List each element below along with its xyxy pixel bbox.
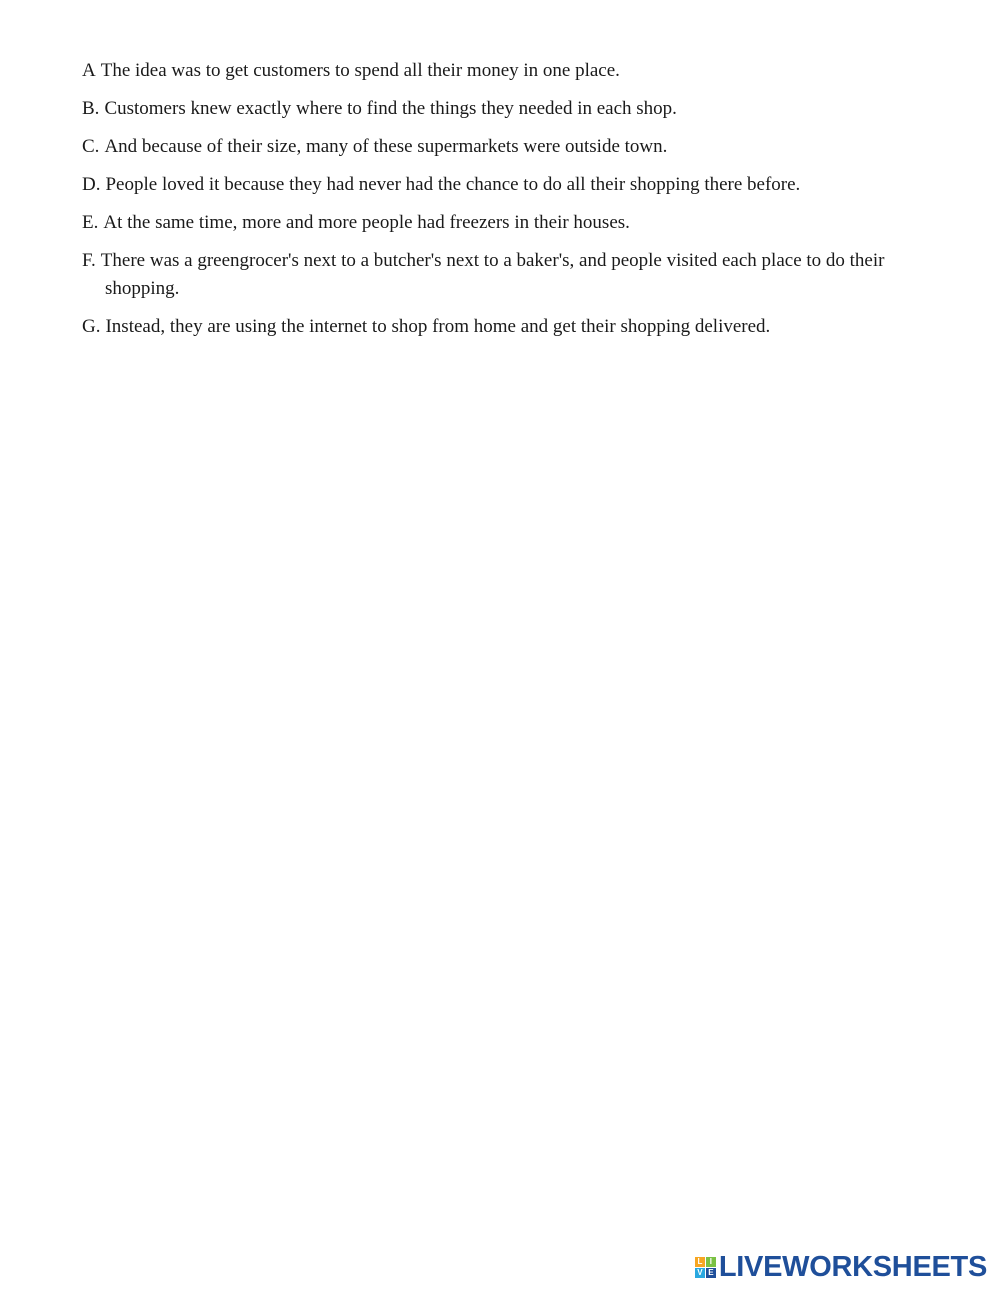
sentence-letter: E. xyxy=(82,212,99,233)
sentence-e xyxy=(82,209,952,237)
sentence-f xyxy=(82,247,952,303)
sentence-text: Instead, they are using the internet to shop from home and get their shopping delivered. xyxy=(105,316,771,337)
sentence-letter: C. xyxy=(82,136,100,157)
logo-cell-l: L xyxy=(695,1257,705,1267)
sentence-text: At the same time, more and more people had freezers in their houses. xyxy=(103,212,630,233)
sentence-d xyxy=(82,171,952,199)
sentence-letter: D. xyxy=(82,174,101,195)
sentence-text: The idea was to get customers to spend all their money in one place. xyxy=(100,60,620,81)
sentence-list xyxy=(82,57,952,351)
sentence-letter: F. xyxy=(82,250,96,271)
sentence-letter: B. xyxy=(82,98,100,119)
sentence-g xyxy=(82,313,952,341)
logo-cell-e: E xyxy=(706,1268,716,1278)
sentence-b xyxy=(82,95,952,123)
sentence-letter: A xyxy=(82,60,96,81)
sentence-letter: G. xyxy=(82,316,101,337)
sentence-text: People loved it because they had never had the chance to do all their shopping there before. xyxy=(105,174,801,195)
sentence-text: Customers knew exactly where to find the things they needed in each shop. xyxy=(104,98,677,119)
liveworksheets-logo xyxy=(695,1253,987,1282)
logo-cell-i: I xyxy=(706,1257,716,1267)
sentence-c xyxy=(82,133,952,161)
sentence-a xyxy=(82,57,952,85)
logo-icon xyxy=(695,1257,716,1278)
logo-cell-v: V xyxy=(695,1268,705,1278)
sentence-text: And because of their size, many of these supermarkets were outside town. xyxy=(104,136,668,157)
sentence-text: There was a greengrocer's next to a butcher's next to a baker's, and people visited each place to do their shopping. xyxy=(100,250,885,299)
logo-text: LIVEWORKSHEETS xyxy=(718,1251,987,1283)
